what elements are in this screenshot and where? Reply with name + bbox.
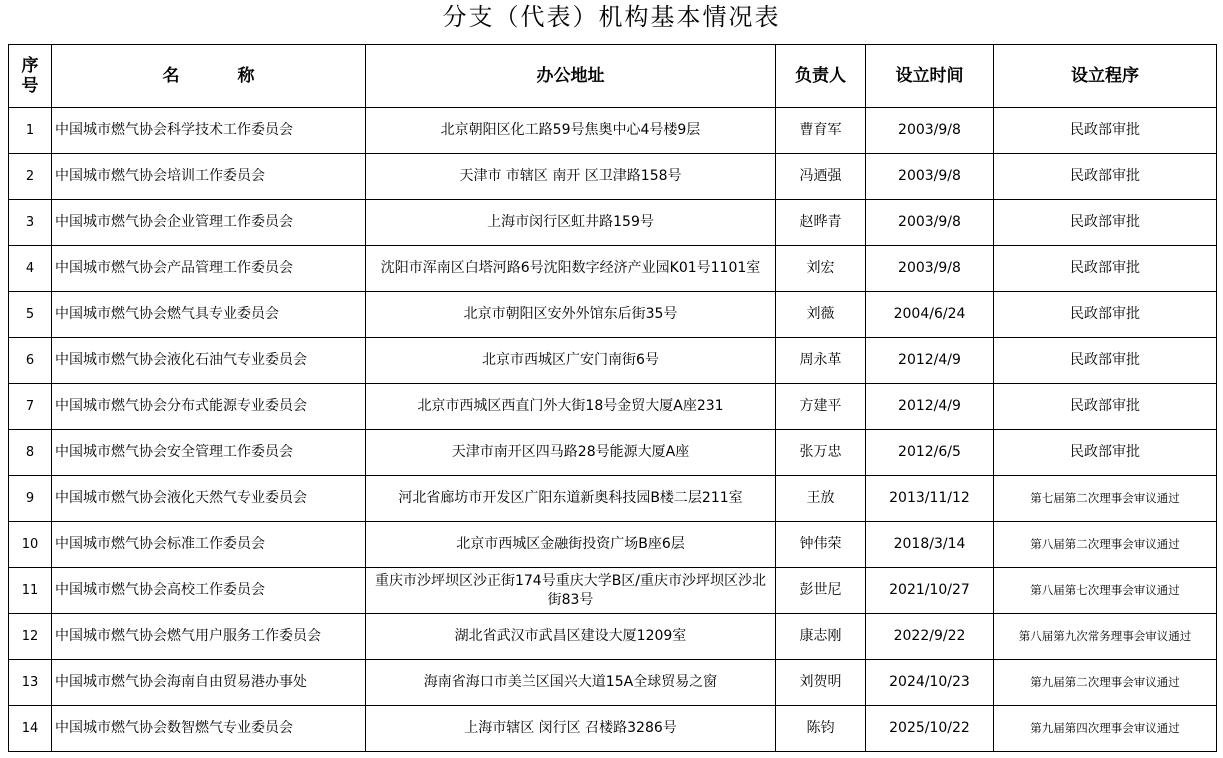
cell-name: 中国城市燃气协会安全管理工作委员会 <box>52 430 366 476</box>
cell-address: 北京市西城区西直门外大街18号金贸大厦A座231 <box>366 384 776 430</box>
cell-name: 中国城市燃气协会企业管理工作委员会 <box>52 200 366 246</box>
institutions-table <box>8 44 1217 752</box>
cell-procedure: 第八届第二次理事会审议通过 <box>994 522 1217 568</box>
header-procedure: 设立程序 <box>994 45 1217 108</box>
table-row <box>9 200 1217 246</box>
cell-name: 中国城市燃气协会高校工作委员会 <box>52 568 366 614</box>
cell-index: 1 <box>9 108 52 154</box>
table-row <box>9 338 1217 384</box>
cell-index: 2 <box>9 154 52 200</box>
cell-person: 王放 <box>776 476 866 522</box>
cell-address: 海南省海口市美兰区国兴大道15A全球贸易之窗 <box>366 660 776 706</box>
cell-person: 周永革 <box>776 338 866 384</box>
cell-name: 中国城市燃气协会海南自由贸易港办事处 <box>52 660 366 706</box>
cell-index: 10 <box>9 522 52 568</box>
cell-date: 2003/9/8 <box>866 200 994 246</box>
header-idx: 序号 <box>9 45 52 108</box>
cell-name: 中国城市燃气协会产品管理工作委员会 <box>52 246 366 292</box>
cell-date: 2004/6/24 <box>866 292 994 338</box>
cell-person: 张万忠 <box>776 430 866 476</box>
cell-person: 冯迺强 <box>776 154 866 200</box>
cell-name: 中国城市燃气协会培训工作委员会 <box>52 154 366 200</box>
cell-name: 中国城市燃气协会燃气用户服务工作委员会 <box>52 614 366 660</box>
cell-index: 9 <box>9 476 52 522</box>
cell-name: 中国城市燃气协会燃气具专业委员会 <box>52 292 366 338</box>
cell-address: 重庆市沙坪坝区沙正街174号重庆大学B区/重庆市沙坪坝区沙北街83号 <box>366 568 776 614</box>
cell-address: 沈阳市浑南区白塔河路6号沈阳数字经济产业园K01号1101室 <box>366 246 776 292</box>
cell-address: 湖北省武汉市武昌区建设大厦1209室 <box>366 614 776 660</box>
cell-address: 北京朝阳区化工路59号焦奥中心4号楼9层 <box>366 108 776 154</box>
cell-procedure: 民政部审批 <box>994 154 1217 200</box>
cell-index: 12 <box>9 614 52 660</box>
cell-person: 钟伟荣 <box>776 522 866 568</box>
cell-procedure: 民政部审批 <box>994 430 1217 476</box>
cell-name: 中国城市燃气协会液化天然气专业委员会 <box>52 476 366 522</box>
cell-procedure: 第八届第七次理事会审议通过 <box>994 568 1217 614</box>
cell-address: 天津市 市辖区 南开 区卫津路158号 <box>366 154 776 200</box>
cell-index: 4 <box>9 246 52 292</box>
cell-date: 2003/9/8 <box>866 108 994 154</box>
header-name <box>52 45 366 108</box>
cell-name: 中国城市燃气协会分布式能源专业委员会 <box>52 384 366 430</box>
table-row <box>9 292 1217 338</box>
table-row <box>9 706 1217 752</box>
cell-date: 2024/10/23 <box>866 660 994 706</box>
cell-date: 2012/6/5 <box>866 430 994 476</box>
header-address: 办公地址 <box>366 45 776 108</box>
cell-address: 上海市闵行区虹井路159号 <box>366 200 776 246</box>
cell-procedure: 第九届第二次理事会审议通过 <box>994 660 1217 706</box>
cell-address: 天津市南开区四马路28号能源大厦A座 <box>366 430 776 476</box>
cell-procedure: 民政部审批 <box>994 108 1217 154</box>
cell-procedure: 民政部审批 <box>994 292 1217 338</box>
cell-name: 中国城市燃气协会标准工作委员会 <box>52 522 366 568</box>
table-row <box>9 108 1217 154</box>
cell-date: 2003/9/8 <box>866 246 994 292</box>
cell-index: 8 <box>9 430 52 476</box>
cell-date: 2021/10/27 <box>866 568 994 614</box>
header-date: 设立时间 <box>866 45 994 108</box>
table-row <box>9 246 1217 292</box>
cell-person: 刘宏 <box>776 246 866 292</box>
cell-index: 7 <box>9 384 52 430</box>
cell-index: 13 <box>9 660 52 706</box>
cell-procedure: 民政部审批 <box>994 384 1217 430</box>
cell-index: 3 <box>9 200 52 246</box>
cell-address: 上海市辖区 闵行区 召楼路3286号 <box>366 706 776 752</box>
cell-date: 2022/9/22 <box>866 614 994 660</box>
cell-address: 北京市西城区金融街投资广场B座6层 <box>366 522 776 568</box>
cell-index: 11 <box>9 568 52 614</box>
cell-procedure: 民政部审批 <box>994 338 1217 384</box>
table-row <box>9 384 1217 430</box>
table-header-row <box>9 45 1217 108</box>
cell-address: 河北省廊坊市开发区广阳东道新奥科技园B楼二层211室 <box>366 476 776 522</box>
cell-name: 中国城市燃气协会科学技术工作委员会 <box>52 108 366 154</box>
cell-person: 赵晔青 <box>776 200 866 246</box>
table-row <box>9 522 1217 568</box>
cell-name: 中国城市燃气协会数智燃气专业委员会 <box>52 706 366 752</box>
cell-person: 方建平 <box>776 384 866 430</box>
cell-procedure: 第八届第九次常务理事会审议通过 <box>994 614 1217 660</box>
page-title: 分支（代表）机构基本情况表 <box>442 3 781 31</box>
cell-procedure: 民政部审批 <box>994 246 1217 292</box>
cell-date: 2012/4/9 <box>866 338 994 384</box>
table-row <box>9 568 1217 614</box>
header-name-b: 称 <box>237 66 255 86</box>
cell-person: 曹育军 <box>776 108 866 154</box>
table-row <box>9 660 1217 706</box>
cell-date: 2012/4/9 <box>866 384 994 430</box>
table-row <box>9 430 1217 476</box>
cell-index: 14 <box>9 706 52 752</box>
table-row <box>9 614 1217 660</box>
cell-address: 北京市西城区广安门南街6号 <box>366 338 776 384</box>
cell-person: 康志刚 <box>776 614 866 660</box>
cell-person: 刘薇 <box>776 292 866 338</box>
cell-date: 2003/9/8 <box>866 154 994 200</box>
cell-date: 2025/10/22 <box>866 706 994 752</box>
cell-date: 2013/11/12 <box>866 476 994 522</box>
cell-date: 2018/3/14 <box>866 522 994 568</box>
table-row <box>9 476 1217 522</box>
table-row <box>9 154 1217 200</box>
header-name-a: 名 <box>162 66 180 86</box>
cell-procedure: 第七届第二次理事会审议通过 <box>994 476 1217 522</box>
cell-address: 北京市朝阳区安外外馆东后街35号 <box>366 292 776 338</box>
cell-person: 彭世尼 <box>776 568 866 614</box>
cell-person: 陈钧 <box>776 706 866 752</box>
cell-index: 5 <box>9 292 52 338</box>
cell-procedure: 第九届第四次理事会审议通过 <box>994 706 1217 752</box>
cell-index: 6 <box>9 338 52 384</box>
cell-procedure: 民政部审批 <box>994 200 1217 246</box>
header-person: 负责人 <box>776 45 866 108</box>
cell-name: 中国城市燃气协会液化石油气专业委员会 <box>52 338 366 384</box>
cell-person: 刘贺明 <box>776 660 866 706</box>
